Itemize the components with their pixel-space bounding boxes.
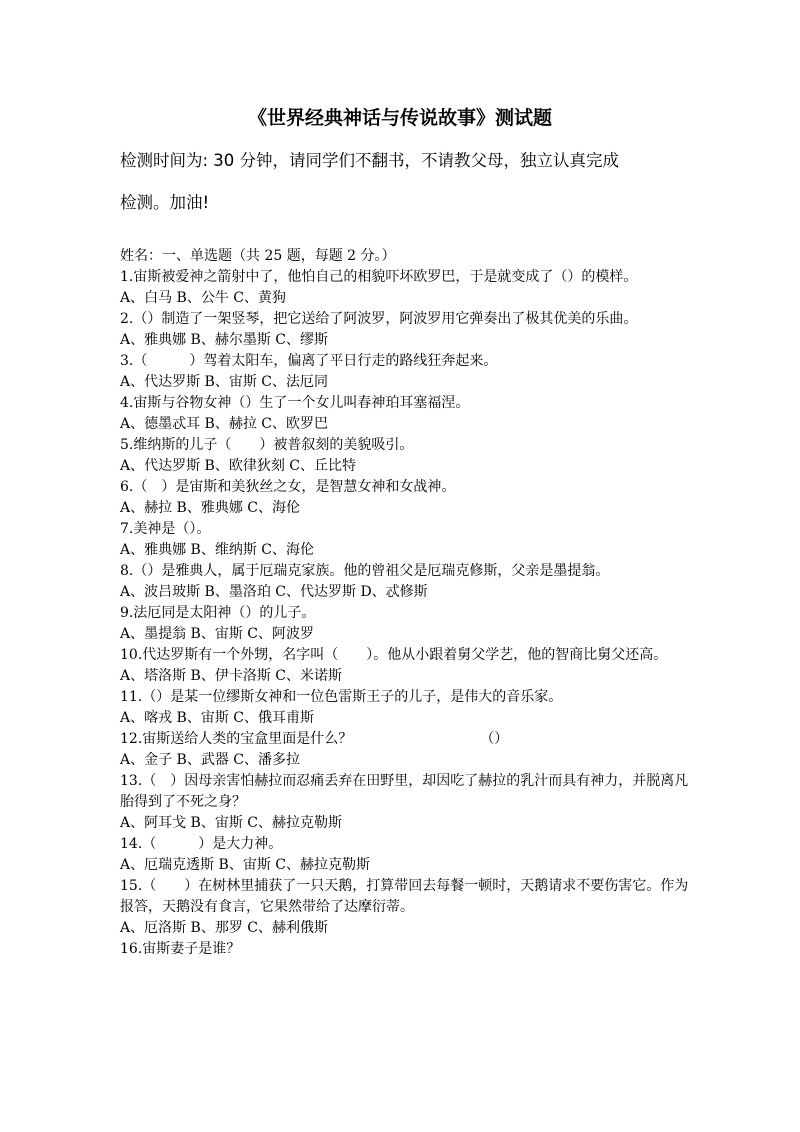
question-12-answer-blank: （） [480, 731, 509, 747]
question-9-options: A、墨提翁 B、宙斯 C、阿波罗 [120, 626, 315, 642]
question-11-stem: 11.（）是某一位缪斯女神和一位色雷斯王子的儿子，是伟大的音乐家。 [120, 689, 563, 705]
question-12-stem [120, 729, 690, 750]
page-title: 《世界经典神话与传说故事》测试题 [247, 107, 552, 129]
question-12-text: 12.宙斯送给人类的宝盒里面是什么？ [120, 731, 353, 747]
question-8-stem: 8.（）是雅典人，属于厄瑞克家族。他的曾祖父是厄瑞克修斯，父亲是墨提翁。 [120, 563, 610, 579]
question-16-stem: 16.宙斯妻子是谁？ [120, 941, 241, 957]
question-5-stem: 5.维纳斯的儿子（ ）被普叙刻的美貌吸引。 [120, 437, 414, 453]
question-7-stem: 7.美神是（）。 [120, 521, 211, 537]
question-10-options: A、塔洛斯 B、伊卡洛斯 C、米诺斯 [120, 668, 343, 684]
question-15-options: A、厄洛斯 B、那罗 C、赫利俄斯 [120, 920, 329, 936]
question-7-options: A、雅典娜 B、维纳斯 C、海伦 [120, 542, 315, 558]
question-15-stem: 15.（ ）在树林里捕获了一只天鹅，打算带回去每餐一顿时，天鹅请求不要伤害它。作为报答，天鹅没有食言，它果然带给了达摩衍蒂。 [120, 878, 689, 915]
question-14-options: A、厄瑞克透斯 B、宙斯 C、赫拉克勒斯 [120, 857, 371, 873]
question-6-options: A、赫拉 B、雅典娜 C、海伦 [120, 500, 301, 516]
question-10-stem: 10.代达罗斯有一个外甥，名字叫（ ）。他从小跟着舅父学艺，他的智商比舅父还高。 [120, 647, 668, 663]
question-2-options: A、雅典娜 B、赫尔墨斯 C、缪斯 [120, 332, 329, 348]
section-header: 姓名：一、单选题（共 25 题，每题 2 分。） [120, 248, 396, 264]
question-1-options: A、白马 B、公牛 C、黄狗 [120, 290, 287, 306]
question-4-stem: 4.宙斯与谷物女神（）生了一个女儿叫春神珀耳塞福涅。 [120, 395, 470, 411]
question-13-options: A、阿耳戈 B、宙斯 C、赫拉克勒斯 [120, 815, 343, 831]
question-12-options: A、金子 B、武器 C、潘多拉 [120, 752, 301, 768]
question-4-options: A、德墨忒耳 B、赫拉 C、欧罗巴 [120, 416, 329, 432]
question-9-stem: 9.法厄同是太阳神（）的儿子。 [120, 605, 316, 621]
question-1-stem: 1.宙斯被爱神之箭射中了，他怕自己的相貌吓坏欧罗巴，于是就变成了（）的模样。 [120, 269, 638, 285]
question-13-stem: 13.（ ）因母亲害怕赫拉而忍痛丢弃在田野里，却因吃了赫拉的乳汁而具有神力，并脱离凡胎得到了不死之身？ [120, 773, 689, 810]
intro-line-1: 检测时间为: 30 分钟，请同学们不翻书，不请教父母，独立认真完成 [120, 151, 620, 170]
question-11-options: A、喀戎 B、宙斯 C、俄耳甫斯 [120, 710, 315, 726]
question-3-stem: 3.（ ）驾着太阳车，偏离了平日行走的路线狂奔起来。 [120, 353, 498, 369]
question-5-options: A、代达罗斯 B、欧律狄刻 C、丘比特 [120, 458, 357, 474]
intro-line-2: 检测。加油! [120, 193, 210, 212]
question-6-stem: 6.（ ）是宙斯和美狄丝之女，是智慧女神和女战神。 [120, 479, 456, 495]
question-8-options: A、波吕玻斯 B、墨洛珀 C、代达罗斯 D、忒修斯 [120, 584, 428, 600]
question-list [120, 246, 690, 960]
question-3-options: A、代达罗斯 B、宙斯 C、法厄同 [120, 374, 329, 390]
question-2-stem: 2.（）制造了一架竖琴，把它送给了阿波罗，阿波罗用它弹奏出了极其优美的乐曲。 [120, 311, 638, 327]
question-14-stem: 14.（ ）是大力神。 [120, 836, 283, 852]
